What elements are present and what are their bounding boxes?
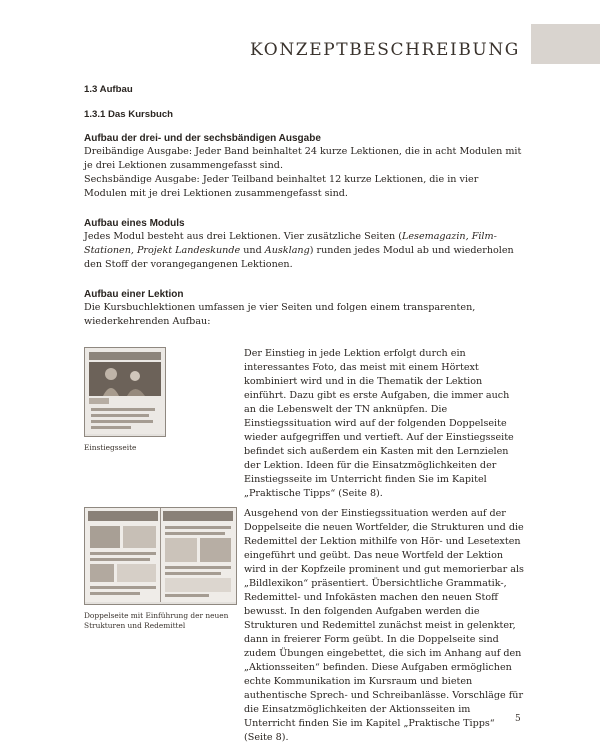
block-ausgabe xyxy=(84,132,524,201)
page-title: KONZEPTBESCHREIBUNG xyxy=(249,40,520,60)
paragraph: Sechsbändige Ausgabe: Jeder Teilband beinhaltet 12 kurze Lektionen, die in vier Modulen mit je drei Lektionen zusammengefasst sind. xyxy=(84,174,479,199)
figure-row-einstieg xyxy=(84,347,524,497)
paragraph: Die Kursbuchlektionen umfassen je vier Seiten und folgen einem transparenten, wiederkehrenden Aufbau: xyxy=(84,302,476,327)
block-modul xyxy=(84,217,524,272)
figure-doppelseite xyxy=(84,507,237,631)
subsection-heading: 1.3.1 Das Kursbuch xyxy=(84,109,174,120)
figure-description: Ausgehend von der Einstiegssituation werden auf der Doppelseite die neuen Wortfelder, die Strukturen und die Redemittel der Lektion mithilfe von Hör- und Lesetexten eingeführt und geübt. Das neue Wortfeld der Lektion wird in der Kopfzeile prominent und gut memorierbar als „Bildlexikon“ präsentiert. Übersichtliche Grammatik-, Redemittel- und Infokästen machen den neuen Stoff bewusst. In den folgenden Aufgaben werden die Strukturen und Redemittel zunächst meist in gelenkter, dann in freierer Form geübt. In die Doppelseite sind zudem Übungen eingebettet, die sich im Anhang auf den „Aktionsseiten“ befinden. Diese Aufgaben ermöglichen echte Kommunikation im Kursraum und bieten authentische Sprech- und Schreibanlässe. Vorschläge für die Einsatzmöglichkeiten der Aktionsseiten im Unterricht finden Sie im Kapitel „Praktische Tipps“ (Seite 8). xyxy=(244,507,524,743)
block-heading: Aufbau eines Moduls xyxy=(84,218,185,229)
paragraph: Dreibändige Ausgabe: Jeder Band beinhaltet 24 kurze Lektionen, die in acht Modulen mit je drei Lektionen zusammengefasst sind. xyxy=(84,146,522,171)
block-lektion xyxy=(84,288,524,329)
section-heading: 1.3 Aufbau xyxy=(84,84,133,95)
figure-caption: Einstiegsseite xyxy=(84,443,137,452)
figure-caption: Doppelseite mit Einführung der neuen Strukturen und Redemittel xyxy=(84,610,229,630)
thumbnail-einstiegsseite xyxy=(84,347,166,437)
page-number: 5 xyxy=(515,714,521,724)
corner-tab xyxy=(531,24,600,64)
figure-einstiegsseite xyxy=(84,347,166,453)
thumbnail-doppelseite xyxy=(84,507,237,605)
figure-row-doppelseite xyxy=(84,507,524,745)
main-content xyxy=(84,80,524,754)
paragraph: Jedes Modul besteht aus drei Lektionen. Vier zusätzliche Seiten (Lesemagazin, Film-Stationen, Projekt Landeskunde und Ausklang) runden jedes Modul ab und wiederholen den Stoff der vorangegangenen Lektionen. xyxy=(84,231,514,270)
block-heading: Aufbau einer Lektion xyxy=(84,289,184,300)
block-heading: Aufbau der drei- und der sechsbändigen Ausgabe xyxy=(84,133,321,144)
figure-description: Der Einstieg in jede Lektion erfolgt durch ein interessantes Foto, das meist mit einem Hörtext kombiniert wird und in die Thematik der Lektion einführt. Dazu gibt es erste Aufgaben, die immer auch an die Lebenswelt der TN anknüpfen. Die Einstiegssituation wird auf der folgenden Doppelseite wieder aufgegriffen und vertieft. Auf der Einstiegsseite befindet sich außerdem ein Kasten mit den Lernzielen der Lektion. Ideen für die Einsatzmöglichkeiten der Einstiegsseite im Unterricht finden Sie im Kapitel „Praktische Tipps“ (Seite 8). xyxy=(244,348,514,499)
